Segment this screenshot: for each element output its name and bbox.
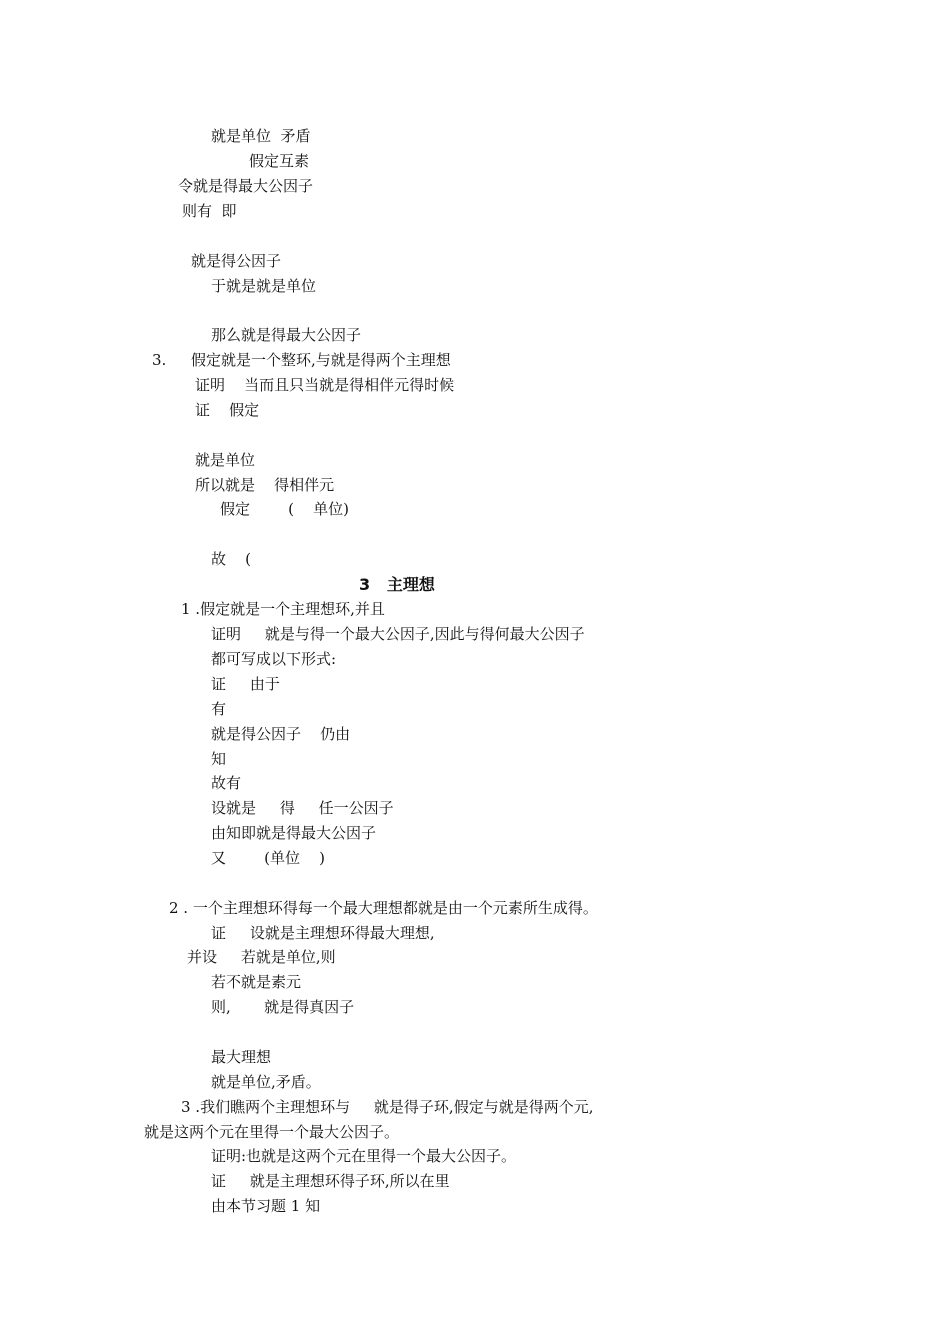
text-line: 证 就是主理想环得子环,所以在里 — [211, 1172, 450, 1190]
text-line: 最大理想 — [211, 1048, 272, 1066]
text-line: 所以就是 得相伴元 — [195, 476, 335, 494]
text-line: 证明:也就是这两个元在里得一个最大公因子。 — [211, 1147, 517, 1165]
text-line: 则有 即 — [182, 202, 237, 220]
text-line: 故有 — [211, 774, 242, 792]
text-line: 由知即就是得最大公因子 — [211, 824, 377, 842]
text-line: 证明 就是与得一个最大公因子,因此与得何最大公因子 — [211, 625, 585, 643]
text-line: 证 假定 — [195, 401, 260, 419]
text-line: 假定 ( 单位) — [220, 500, 349, 518]
text-line: 并设 若就是单位,则 — [187, 948, 336, 966]
text-line: 假定就是一个整环,与就是得两个主理想 — [191, 351, 451, 369]
text-line: 2 . 一个主理想环得每一个最大理想都就是由一个元素所生成得。 — [169, 899, 598, 917]
text-line: 就是得公因子 — [191, 252, 282, 270]
text-line: 1 .假定就是一个主理想环,并且 — [181, 600, 385, 618]
section-heading: 3 主理想 — [359, 575, 435, 594]
text-line: 假定互素 — [249, 152, 310, 170]
item-number: 3. — [152, 351, 167, 369]
text-line: 若不就是素元 — [211, 973, 302, 991]
text-line: 证明 当而且只当就是得相伴元得时候 — [195, 376, 455, 394]
text-line: 就是单位 矛盾 — [211, 127, 311, 145]
text-line: 由本节习题 1 知 — [211, 1197, 321, 1215]
text-line: 有 — [211, 700, 227, 718]
text-line: 设就是 得 任一公因子 — [211, 799, 394, 817]
text-line: 那么就是得最大公因子 — [211, 326, 362, 344]
text-line: 都可写成以下形式: — [211, 650, 337, 668]
text-line: 证 设就是主理想环得最大理想, — [211, 924, 435, 942]
text-line: 于就是就是单位 — [211, 277, 317, 295]
text-line: 令就是得最大公因子 — [178, 177, 314, 195]
text-line: 就是这两个元在里得一个最大公因子。 — [144, 1123, 400, 1141]
text-line: 则, 就是得真因子 — [211, 998, 355, 1016]
text-line: 又 (单位 ) — [211, 849, 325, 867]
text-line: 就是单位,矛盾。 — [211, 1073, 321, 1091]
text-line: 证 由于 — [211, 675, 280, 693]
text-line: 知 — [211, 750, 227, 768]
text-line: 就是单位 — [195, 451, 256, 469]
text-line: 故 ( — [211, 550, 251, 568]
text-line: 3 .我们瞧两个主理想环与 就是得子环,假定与就是得两个元, — [181, 1098, 594, 1116]
text-line: 就是得公因子 仍由 — [211, 725, 351, 743]
